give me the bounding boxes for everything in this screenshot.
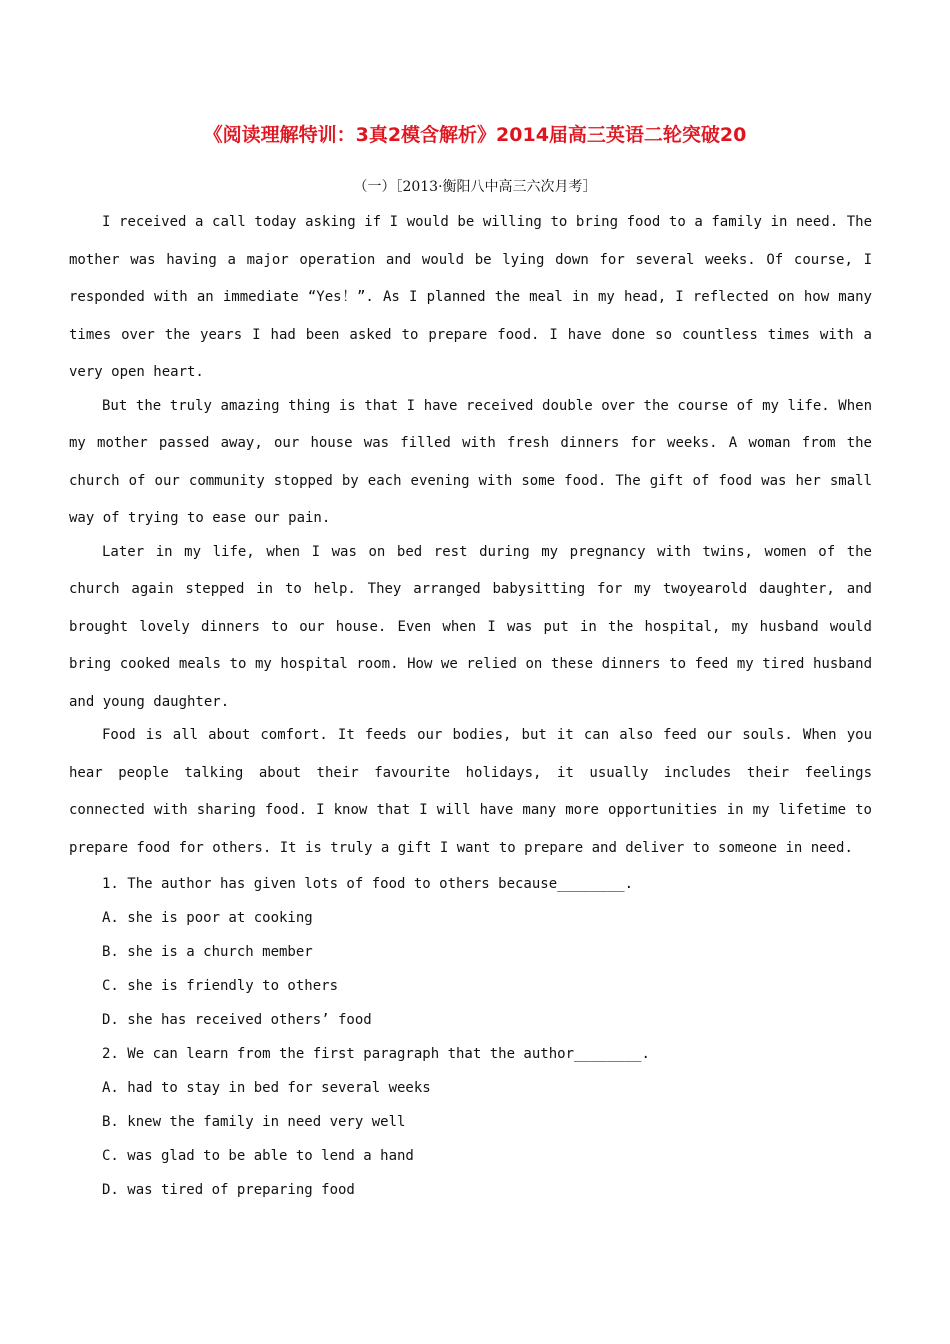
question-1-option-d: D. she has received others’ food — [102, 1012, 372, 1028]
passage-paragraph-2: But the truly amazing thing is that I have received double over the course of my life. When my mother passed away, our house was filled with fresh dinners for weeks. A woman from the church of our community stopped by each evening with some food. The gift of food was her small way of trying to ease our pain. — [69, 397, 872, 526]
question-1-option-a: A. she is poor at cooking — [102, 910, 313, 926]
passage-paragraph-3: Later in my life, when I was on bed rest during my pregnancy with twins, women of the church again stepped in to help. They arranged babysitting for my twoyearold daughter, and brought lovely dinners to our house. Even when I was put in the hospital, my husband would bring cooked meals to my hospital room. How we relied on these dinners to feed my tired husband and young daughter. — [69, 543, 872, 710]
question-1-stem: 1. The author has given lots of food to others because________. — [102, 876, 634, 892]
question-2-option-a: A. had to stay in bed for several weeks — [102, 1080, 431, 1096]
question-2-option-c: C. was glad to be able to lend a hand — [102, 1148, 414, 1164]
passage-paragraph-4: Food is all about comfort. It feeds our bodies, but it can also feed our souls. When you hear people talking about their favourite holidays, it usually includes their feelings connected with sharing food. I know that I will have many more opportunities in my lifetime to prepare food for others. It is truly a gift I want to prepare and deliver to someone in need. — [69, 727, 872, 856]
question-1-option-c: C. she is friendly to others — [102, 978, 339, 994]
question-1-option-b: B. she is a church member — [102, 944, 313, 960]
question-2-option-d: D. was tired of preparing food — [102, 1182, 355, 1198]
passage-body — [69, 204, 872, 1207]
section-label: （一）［2013·衡阳八中高三六次月考］ — [353, 179, 597, 195]
passage-paragraph-1: I received a call today asking if I would be willing to bring food to a family in need. The mother was having a major operation and would be lying down for several weeks. Of course, I responded with an immediate “Yes！”. As I planned the meal in my head, I reflected on how many times over the years I had been asked to prepare food. I have done so countless times with a very open heart. — [69, 214, 872, 380]
question-2-stem: 2. We can learn from the first paragraph that the author________. — [102, 1046, 650, 1062]
question-2-option-b: B. knew the family in need very well — [102, 1114, 406, 1130]
question-list — [69, 867, 872, 1207]
document-title: 《阅读理解特训：3真2模含解析》2014届高三英语二轮突破20 — [203, 124, 747, 146]
